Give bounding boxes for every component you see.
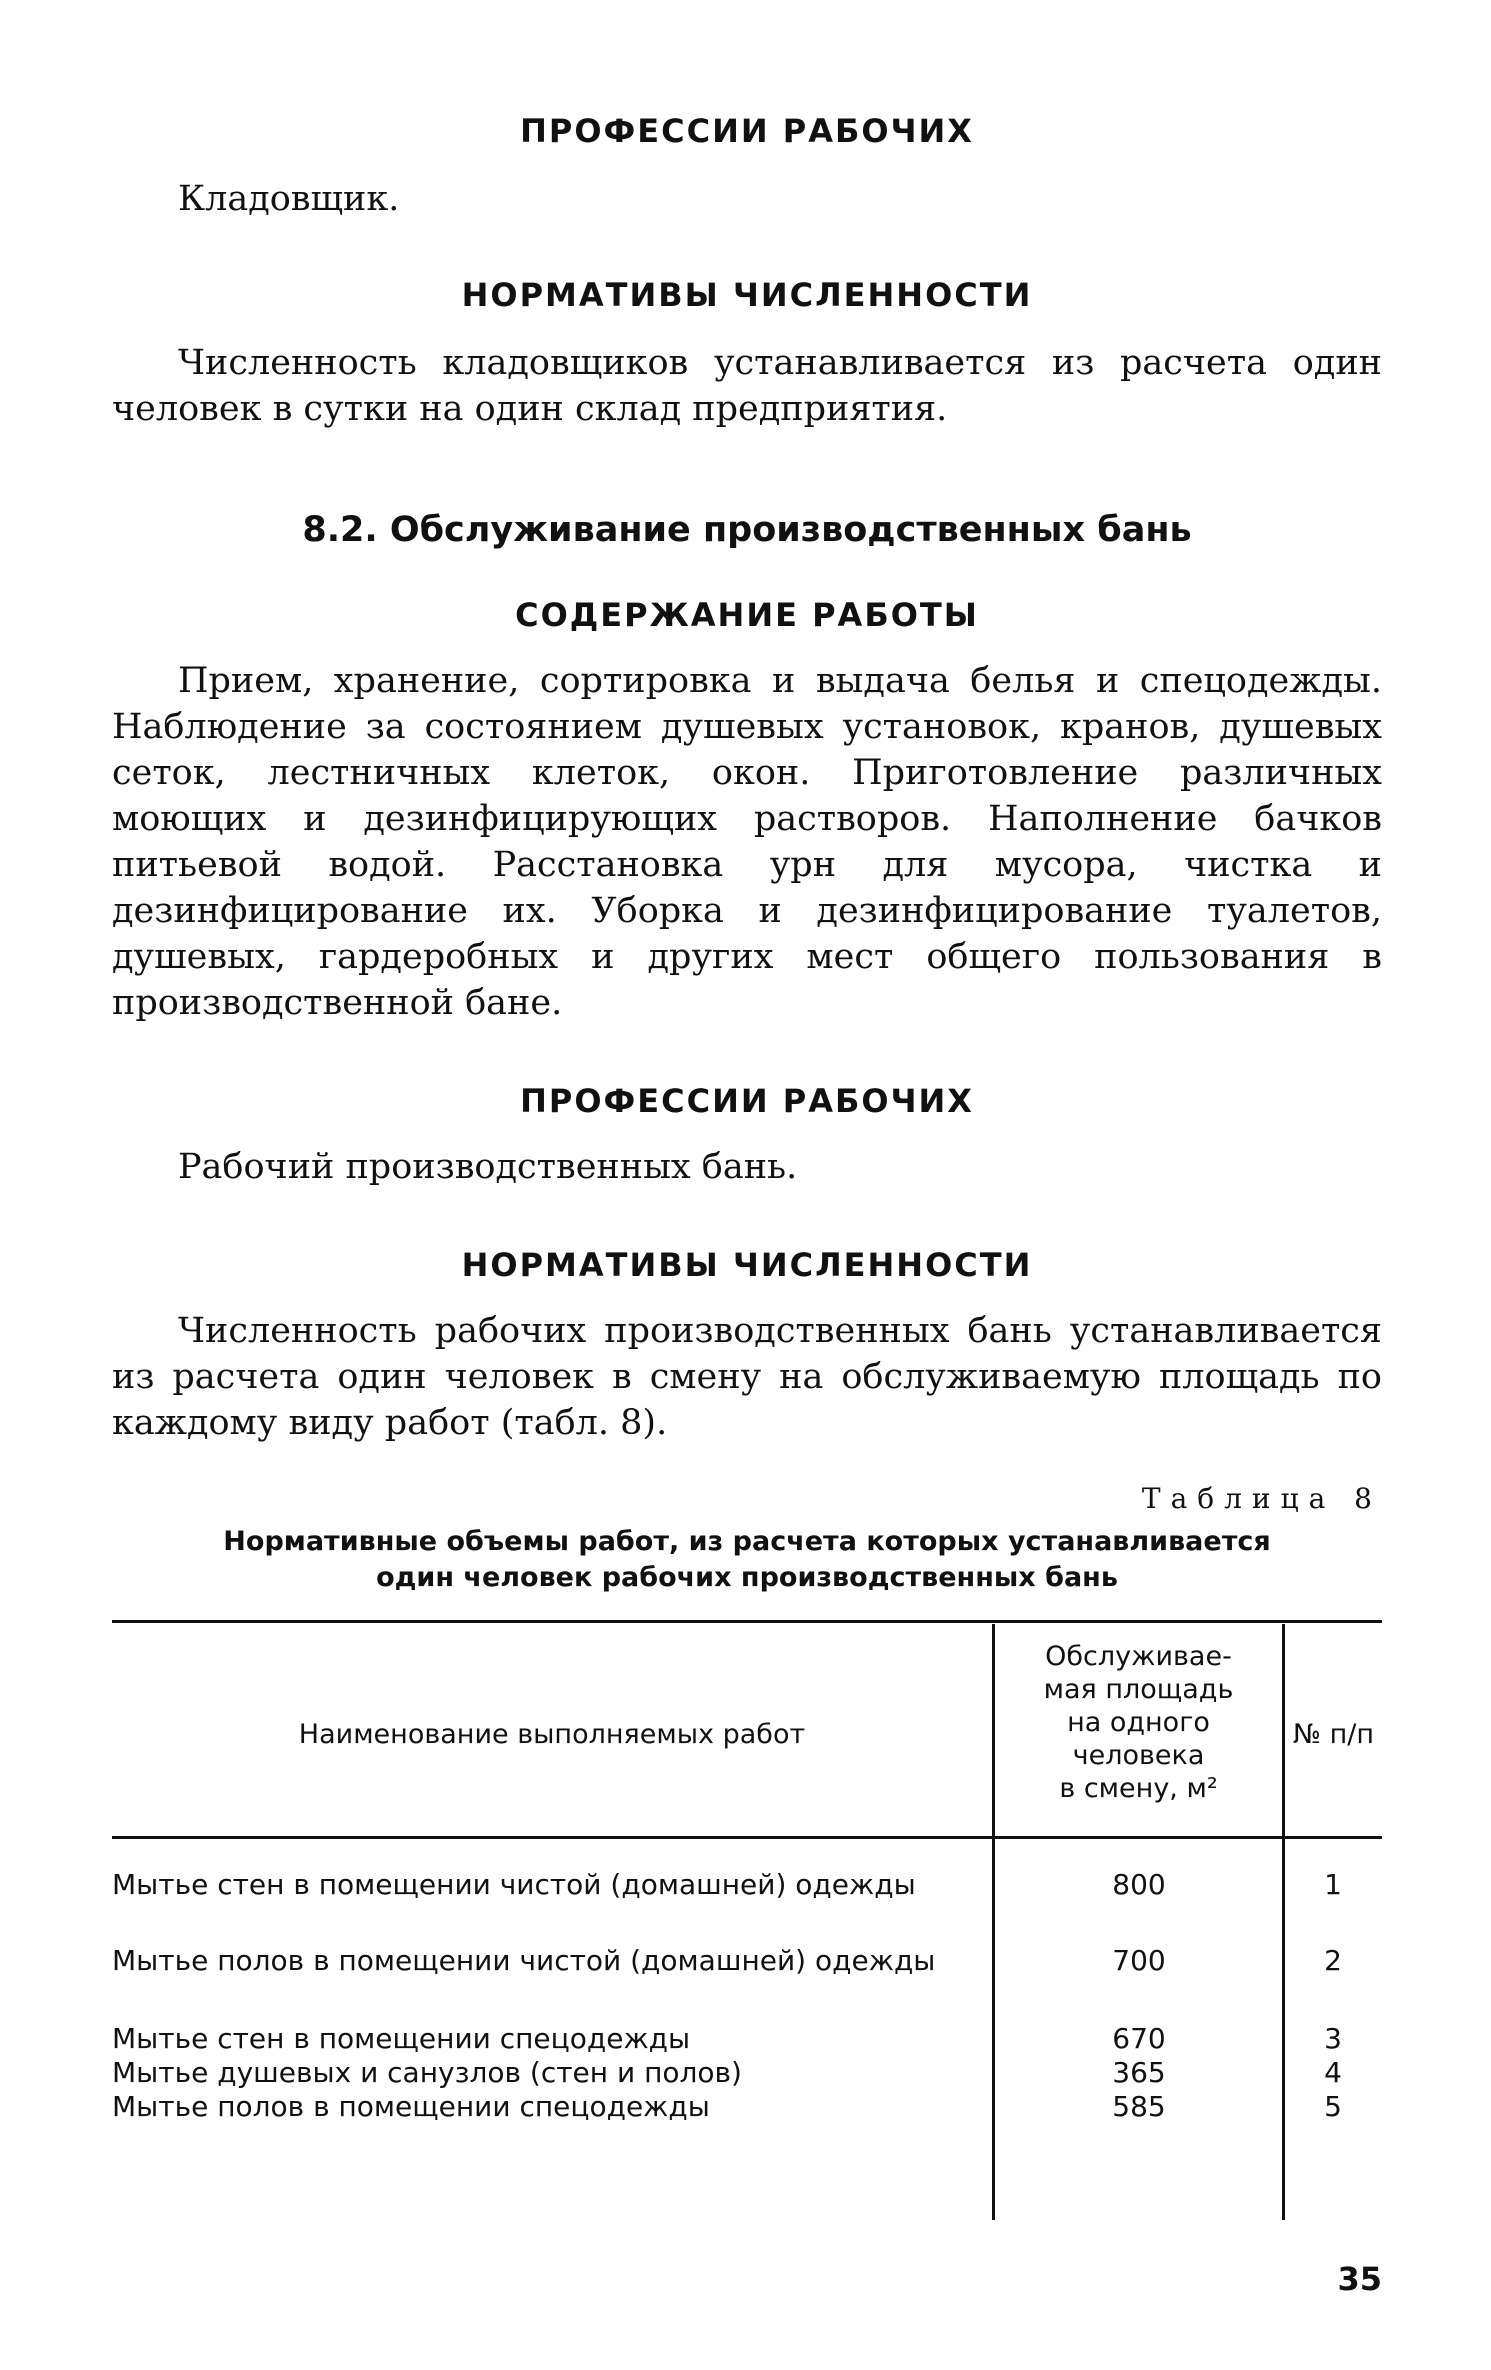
row-area: 700 xyxy=(1112,1944,1166,1977)
header-area-line-2: мая площадь xyxy=(1043,1674,1234,1705)
row-number: 5 xyxy=(1324,2090,1342,2123)
row-work-name: Мытье полов в помещении спецодежды xyxy=(112,2090,710,2123)
heading-norms-1: НОРМАТИВЫ ЧИСЛЕННОСТИ xyxy=(461,276,1033,314)
section-title: 8.2. Обслуживание производственных бань xyxy=(302,510,1192,550)
row-work-name: Мытье полов в помещении чистой (домашней) одежды xyxy=(112,1944,936,1977)
row-area: 365 xyxy=(1112,2056,1166,2089)
heading-work-content: СОДЕРЖАНИЕ РАБОТЫ xyxy=(515,596,979,634)
row-work-name: Мытье стен в помещении чистой (домашней) одежды xyxy=(112,1868,916,1901)
header-area-line-5: в смену, м² xyxy=(1059,1773,1218,1804)
header-area-line-1: Обслуживае- xyxy=(1045,1641,1232,1672)
table-caption-line-1: Нормативные объемы работ, из расчета которых устанавливается xyxy=(223,1526,1271,1557)
row-number: 2 xyxy=(1324,1944,1342,1977)
norms-paragraph-1: Численность кладовщиков устанавливается из расчета один человек в сутки на один склад предприятия. xyxy=(112,343,1382,429)
page-number: 35 xyxy=(1337,2260,1382,2298)
heading-professions-2: ПРОФЕССИИ РАБОЧИХ xyxy=(520,1082,974,1120)
document-page xyxy=(112,0,1382,2370)
table-caption-line-2: один человек рабочих производственных бань xyxy=(376,1562,1118,1593)
row-area: 585 xyxy=(1112,2090,1166,2123)
row-number: 3 xyxy=(1324,2022,1342,2055)
work-content-paragraph: Прием, хранение, сортировка и выдача белья и спецодежды. Наблюдение за состоянием душевых установок, кранов, душевых сеток, лестничных клеток, окон. Приготовление различных моющих и дезинфицирующих растворов. Наполнение бачков питьевой водой. Расстановка урн для мусора, чистка и дезинфицирование их. Уборка и дезинфицирование туалетов, душевых, гардеробных и других мест общего пользования в производственной бане. xyxy=(112,661,1382,1023)
heading-norms-2: НОРМАТИВЫ ЧИСЛЕННОСТИ xyxy=(461,1246,1033,1284)
header-area-line-3: на одного xyxy=(1067,1707,1210,1738)
row-number: 1 xyxy=(1324,1868,1342,1901)
table-top-rule xyxy=(112,1620,1382,1623)
header-area-line-4: человека xyxy=(1072,1740,1205,1771)
profession-storekeeper: Кладовщик. xyxy=(178,179,400,219)
row-area: 670 xyxy=(1112,2022,1166,2055)
table-label: Таблица 8 xyxy=(1141,1482,1382,1515)
profession-bath-worker: Рабочий производственных бань. xyxy=(178,1147,798,1187)
row-work-name: Мытье душевых и санузлов (стен и полов) xyxy=(112,2056,742,2089)
column-divider-2 xyxy=(1282,1624,1285,2220)
row-work-name: Мытье стен в помещении спецодежды xyxy=(112,2022,691,2055)
header-work-name: Наименование выполняемых работ xyxy=(298,1719,806,1750)
norms-paragraph-2: Численность рабочих производственных бань устанавливается из расчета один человек в смену на обслуживаемую площадь по каждому виду работ (табл. 8). xyxy=(112,1311,1382,1443)
row-number: 4 xyxy=(1324,2056,1342,2089)
header-row-number: № п/п xyxy=(1292,1719,1375,1750)
heading-professions-1: ПРОФЕССИИ РАБОЧИХ xyxy=(520,112,974,150)
table-header-rule xyxy=(112,1836,1382,1839)
row-area: 800 xyxy=(1112,1868,1166,1901)
